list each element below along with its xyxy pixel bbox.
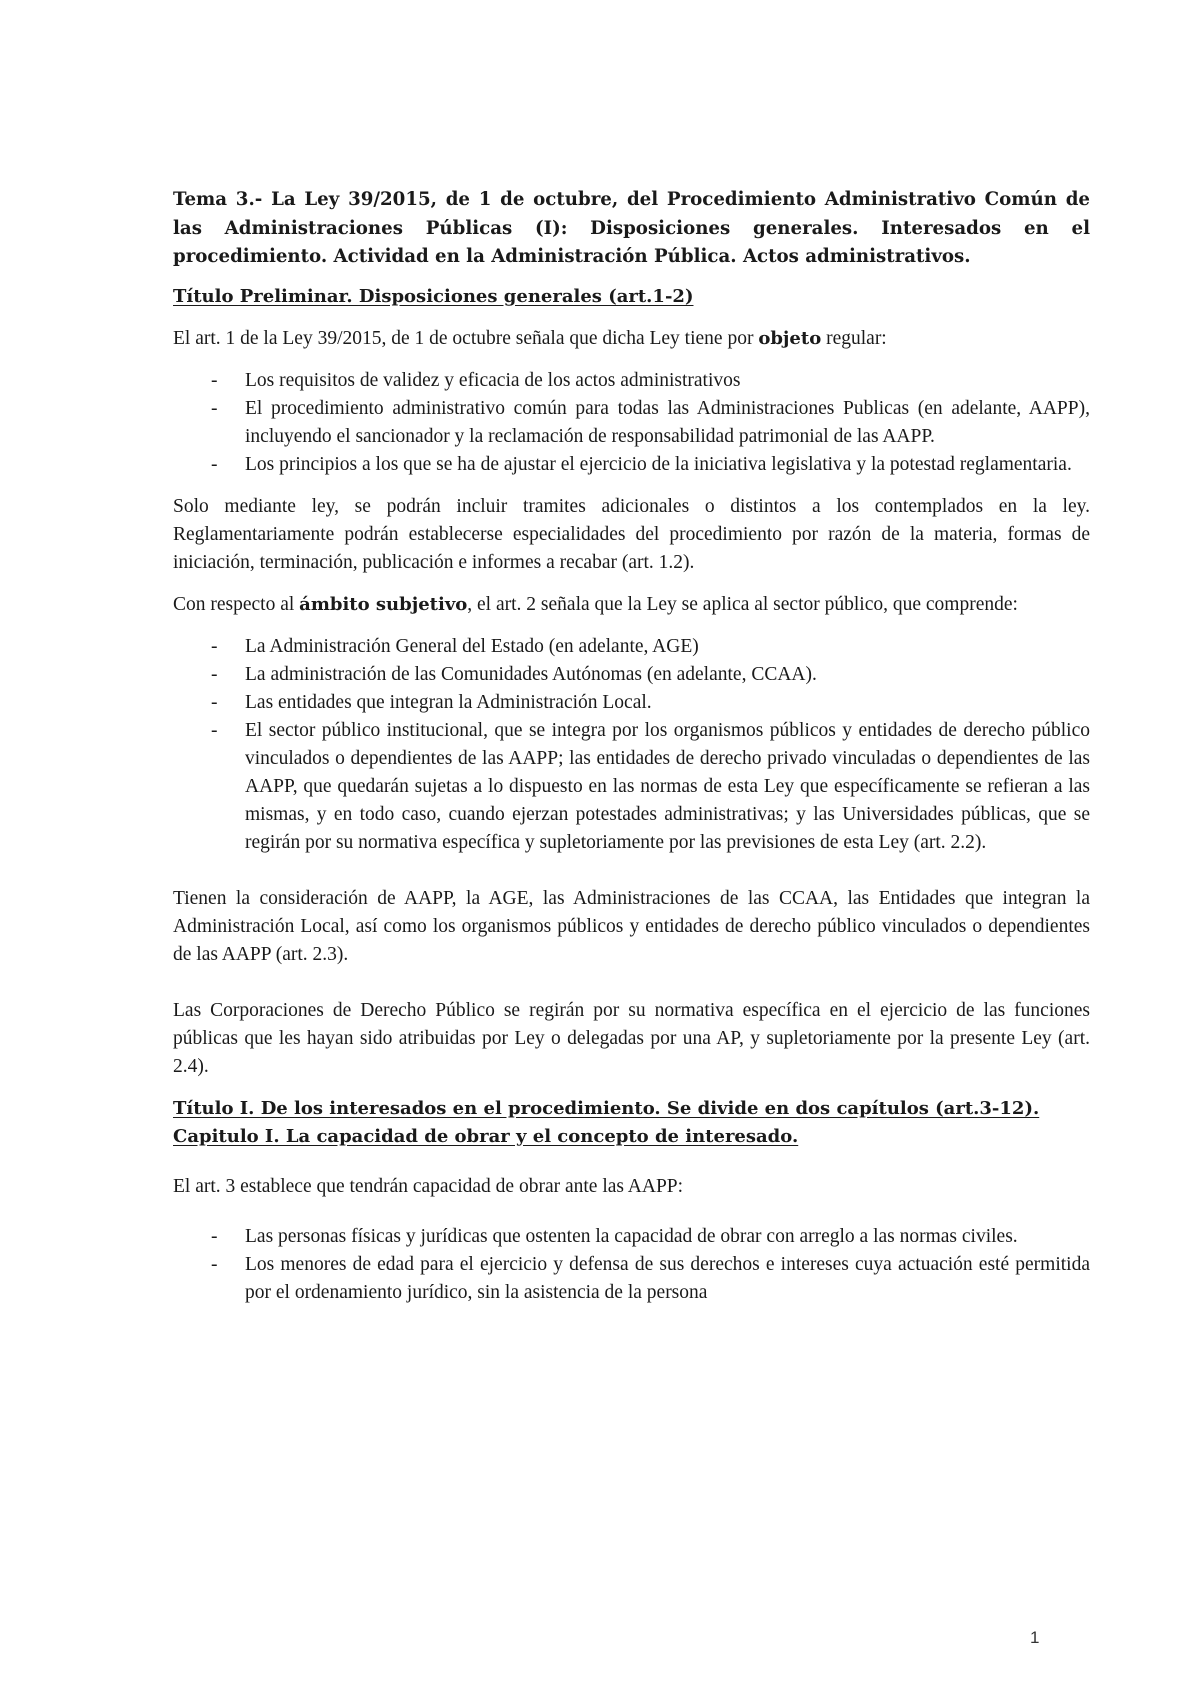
list-item: - Las personas físicas y jurídicas que ostenten la capacidad de obrar con arreglo a las normas civiles. xyxy=(173,1223,1090,1251)
dash-bullet: - xyxy=(211,635,218,657)
paragraph-consideracion-aapp: Tienen la consideración de AAPP, la AGE, las Administraciones de las CCAA, las Entidades que integran la Administración Local, así como los organismos públicos y entidades de derecho público vinculados o dependientes de las AAPP (art. 2.3). xyxy=(173,887,1090,965)
list-sector-publico xyxy=(173,633,1090,857)
dash-bullet: - xyxy=(211,691,218,713)
section-title-interesados xyxy=(173,1095,1090,1151)
dash-bullet: - xyxy=(211,397,218,419)
paragraph-capacidad-obrar: El art. 3 establece que tendrán capacidad de obrar ante las AAPP: xyxy=(173,1175,684,1197)
list-item: - La administración de las Comunidades Autónomas (en adelante, CCAA). xyxy=(173,661,1090,689)
list-item: - Los menores de edad para el ejercicio y defensa de sus derechos e intereses cuya actuación esté permitida por el ordenamiento jurídico, sin la asistencia de la persona xyxy=(173,1251,1090,1307)
list-item: - Las entidades que integran la Administración Local. xyxy=(173,689,1090,717)
paragraph-ambito: Con respecto al ámbito subjetivo, el art. 2 señala que la Ley se aplica al sector público, que comprende: xyxy=(173,593,1018,615)
paragraph-corporaciones: Las Corporaciones de Derecho Público se regirán por su normativa específica en el ejercicio de las funciones públicas que les hayan sido atribuidas por Ley o delegadas por una AP, y supletoriamente por la presente Ley (art. 2.4). xyxy=(173,999,1090,1077)
dash-bullet: - xyxy=(211,1225,218,1247)
keyword-ambito-subjetivo: ámbito subjetivo xyxy=(299,593,468,615)
list-item: - El procedimiento administrativo común para todas las Administraciones Publicas (en adelante, AAPP), incluyendo el sancionador y la reclamación de responsabilidad patrimonial de las AAPP. xyxy=(173,395,1090,451)
dash-bullet: - xyxy=(211,369,218,391)
chapter-title-line: Capitulo I. La capacidad de obrar y el concepto de interesado. xyxy=(173,1125,799,1147)
document-body xyxy=(173,186,1090,1321)
list-item: - El sector público institucional, que se integra por los organismos públicos y entidades de derecho público vinculados o dependientes de las AAPP; las entidades de derecho privado vinculadas o dependientes de las AAPP, que quedarán sujetas a lo dispuesto en las normas de esta Ley que específicamente se refieran a las mismas, y en todo caso, cuando ejerzan potestades administrativas; y las Universidades públicas, que se regirán por su normativa específica y supletoriamente por las previsiones de esta Ley (art. 2.2). xyxy=(173,717,1090,857)
dash-bullet: - xyxy=(211,453,218,475)
list-item: - La Administración General del Estado (en adelante, AGE) xyxy=(173,633,1090,661)
list-item: - Los requisitos de validez y eficacia de los actos administrativos xyxy=(173,367,1090,395)
dash-bullet: - xyxy=(211,719,218,741)
dash-bullet: - xyxy=(211,663,218,685)
section-title-line: Título I. De los interesados en el procedimiento. Se divide en dos capítulos (art.3-12). xyxy=(173,1097,1040,1119)
document-heading: Tema 3.- La Ley 39/2015, de 1 de octubre, del Procedimiento Administrativo Común de las Administraciones Públicas (I): Disposiciones generales. Interesados en el procedimiento. Actividad en la Administración Pública. Actos administrativos. xyxy=(173,189,1090,267)
dash-bullet: - xyxy=(211,1253,218,1275)
paragraph-objeto: El art. 1 de la Ley 39/2015, de 1 de octubre señala que dicha Ley tiene por objeto regular: xyxy=(173,327,887,349)
keyword-objeto: objeto xyxy=(758,327,822,349)
paragraph-solo-ley: Solo mediante ley, se podrán incluir tramites adicionales o distintos a los contemplados en la ley. Reglamentariamente podrán establecerse especialidades del procedimiento por razón de la materia, formas de iniciación, terminación, publicación e informes a recabar (art. 1.2). xyxy=(173,495,1090,573)
list-objeto xyxy=(173,367,1090,479)
list-capacidad-obrar xyxy=(173,1223,1090,1307)
list-item: - Los principios a los que se ha de ajustar el ejercicio de la iniciativa legislativa y la potestad reglamentaria. xyxy=(173,451,1090,479)
section-title-preliminar: Título Preliminar. Disposiciones generales (art.1-2) xyxy=(173,285,694,307)
page-number: 1 xyxy=(1030,1628,1040,1647)
